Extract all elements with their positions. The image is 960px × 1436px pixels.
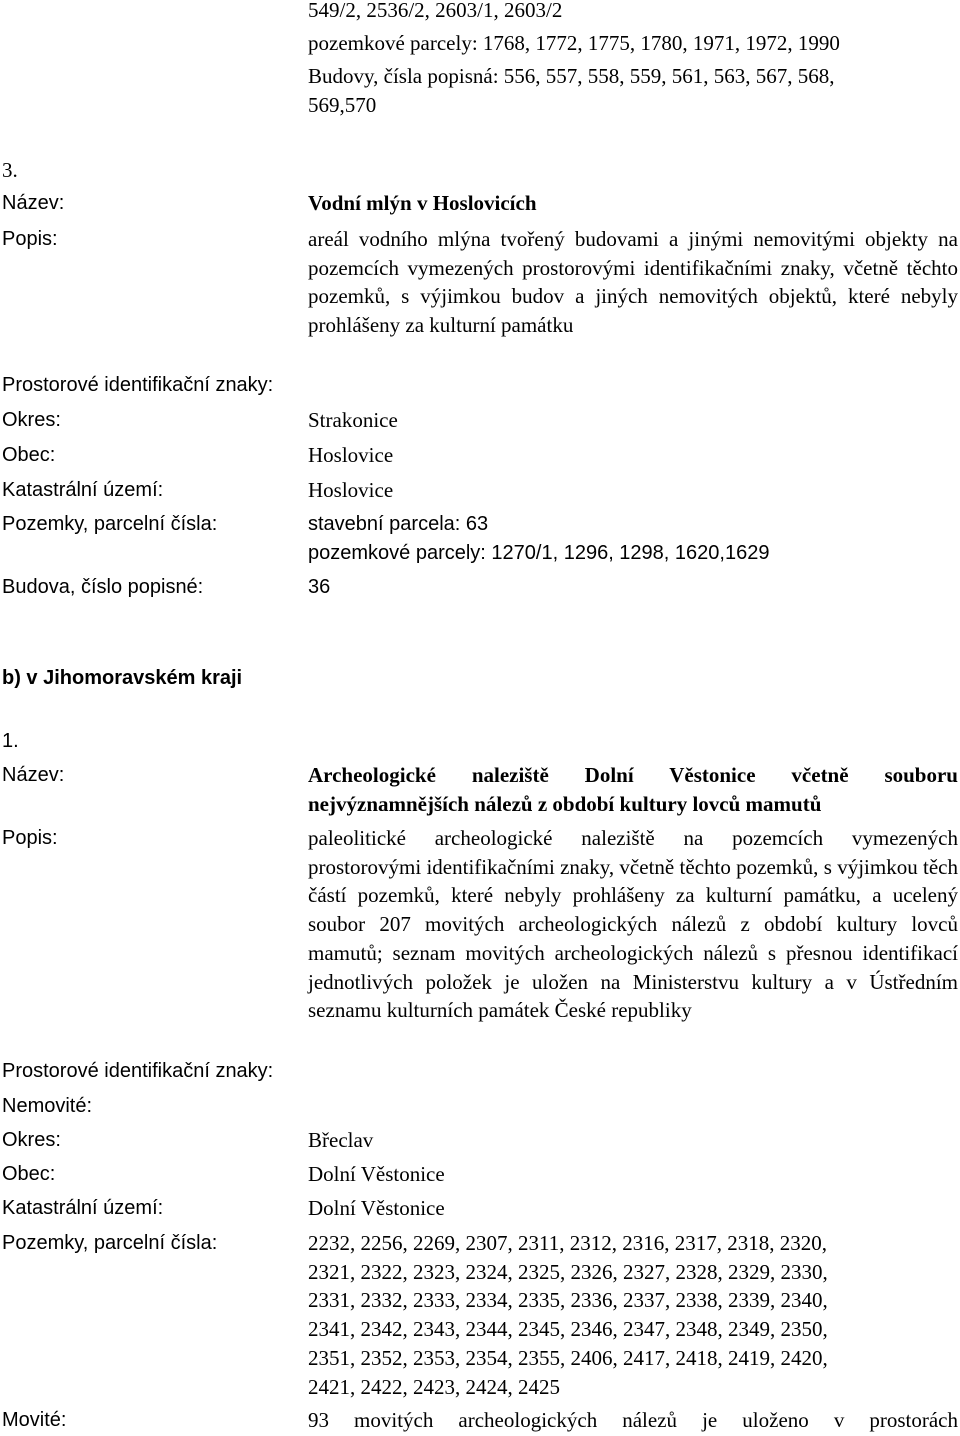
item1-parcels-line: 2421, 2422, 2423, 2424, 2425 <box>308 1374 560 1399</box>
item1-cadastre: Dolní Věstonice <box>308 1196 445 1220</box>
prev-parcels-continued: 549/2, 2536/2, 2603/1, 2603/2 <box>308 0 563 22</box>
item3-municipality: Hoslovice <box>308 443 394 467</box>
item1-description: paleolitické archeologické naleziště na pozemcích vymezených prostorovými identifikačními znaky, včetně těchto pozemků, s výjimkou těch částí pozemků, které nebyly prohlášeny za kulturní památku, a ucelený soubor 207 movitých archeologických nálezů z období kultury lovců mamutů; seznam movitých archeologických nálezů s přesnou identifikací jednotlivých položek je uložen na Ministerstvu kultury a v Ústředním seznamu kulturních památek České republiky <box>308 826 958 1023</box>
item3-district: Strakonice <box>308 408 398 432</box>
item1-name-label: Název: <box>2 764 65 786</box>
item1-number: 1. <box>2 730 19 752</box>
item1-parcels-label: Pozemky, parcelní čísla: <box>2 1232 218 1254</box>
item1-parcels-line: 2321, 2322, 2323, 2324, 2325, 2326, 2327, 2328, 2329, 2330, <box>308 1259 828 1284</box>
item1-parcels-line: 2331, 2332, 2333, 2334, 2335, 2336, 2337, 2338, 2339, 2340, <box>308 1288 828 1313</box>
item3-building-label: Budova, číslo popisné: <box>2 576 204 598</box>
item3-municipality-label: Obec: <box>2 444 56 466</box>
item3-cadastre-label: Katastrální území: <box>2 479 164 501</box>
item3-description-label: Popis: <box>2 228 58 250</box>
item1-district-label: Okres: <box>2 1129 61 1151</box>
item1-immovable-label: Nemovité: <box>2 1095 93 1117</box>
item1-parcels-list <box>308 1229 958 1401</box>
prev-land-parcels: pozemkové parcely: 1768, 1772, 1775, 1780, 1971, 1972, 1990 <box>308 31 840 55</box>
item1-cadastre-label: Katastrální území: <box>2 1197 164 1219</box>
item1-movable-label: Movité: <box>2 1409 67 1431</box>
item3-parcels-label: Pozemky, parcelní čísla: <box>2 513 218 535</box>
item1-parcels-line: 2341, 2342, 2343, 2344, 2345, 2346, 2347, 2348, 2349, 2350, <box>308 1317 828 1342</box>
prev-buildings-line1: Budovy, čísla popisná: 556, 557, 558, 559, 561, 563, 567, 568, <box>308 64 835 88</box>
item3-spatial-label: Prostorové identifikační znaky: <box>2 374 274 396</box>
item3-district-label: Okres: <box>2 409 61 431</box>
item1-name: Archeologické naleziště Dolní Věstonice včetně souboru nejvýznamnějších nálezů z období kultury lovců mamutů <box>308 763 958 816</box>
item3-name: Vodní mlýn v Hoslovicích <box>308 191 537 215</box>
prev-buildings-line2: 569,570 <box>308 93 377 117</box>
item1-movable-text: 93 movitých archeologických nálezů je uloženo v prostorách <box>308 1408 958 1432</box>
section-heading: b) v Jihomoravském kraji <box>2 667 243 689</box>
item1-spatial-label: Prostorové identifikační znaky: <box>2 1060 274 1082</box>
item1-description-label: Popis: <box>2 827 58 849</box>
item1-municipality: Dolní Věstonice <box>308 1162 445 1186</box>
item3-building-parcel: stavební parcela: 63 <box>308 513 489 535</box>
item3-number: 3. <box>2 158 18 182</box>
item1-parcels-line: 2232, 2256, 2269, 2307, 2311, 2312, 2316, 2317, 2318, 2320, <box>308 1231 827 1255</box>
item3-description: areál vodního mlýna tvořený budovami a jinými nemovitými objekty na pozemcích vymezených prostorovými identifikačními znaky, včetně těchto pozemků, s výjimkou budov a jiných nemovitých objektů, které nebyly prohlášeny za kulturní památku <box>308 227 958 338</box>
item3-land-parcels: pozemkové parcely: 1270/1, 1296, 1298, 1620,1629 <box>308 542 770 564</box>
item3-building-number: 36 <box>308 576 331 598</box>
item1-parcels-line: 2351, 2352, 2353, 2354, 2355, 2406, 2417, 2418, 2419, 2420, <box>308 1345 828 1370</box>
item3-cadastre: Hoslovice <box>308 478 394 502</box>
item1-municipality-label: Obec: <box>2 1163 56 1185</box>
item3-name-label: Název: <box>2 192 65 214</box>
item1-district: Břeclav <box>308 1128 374 1152</box>
